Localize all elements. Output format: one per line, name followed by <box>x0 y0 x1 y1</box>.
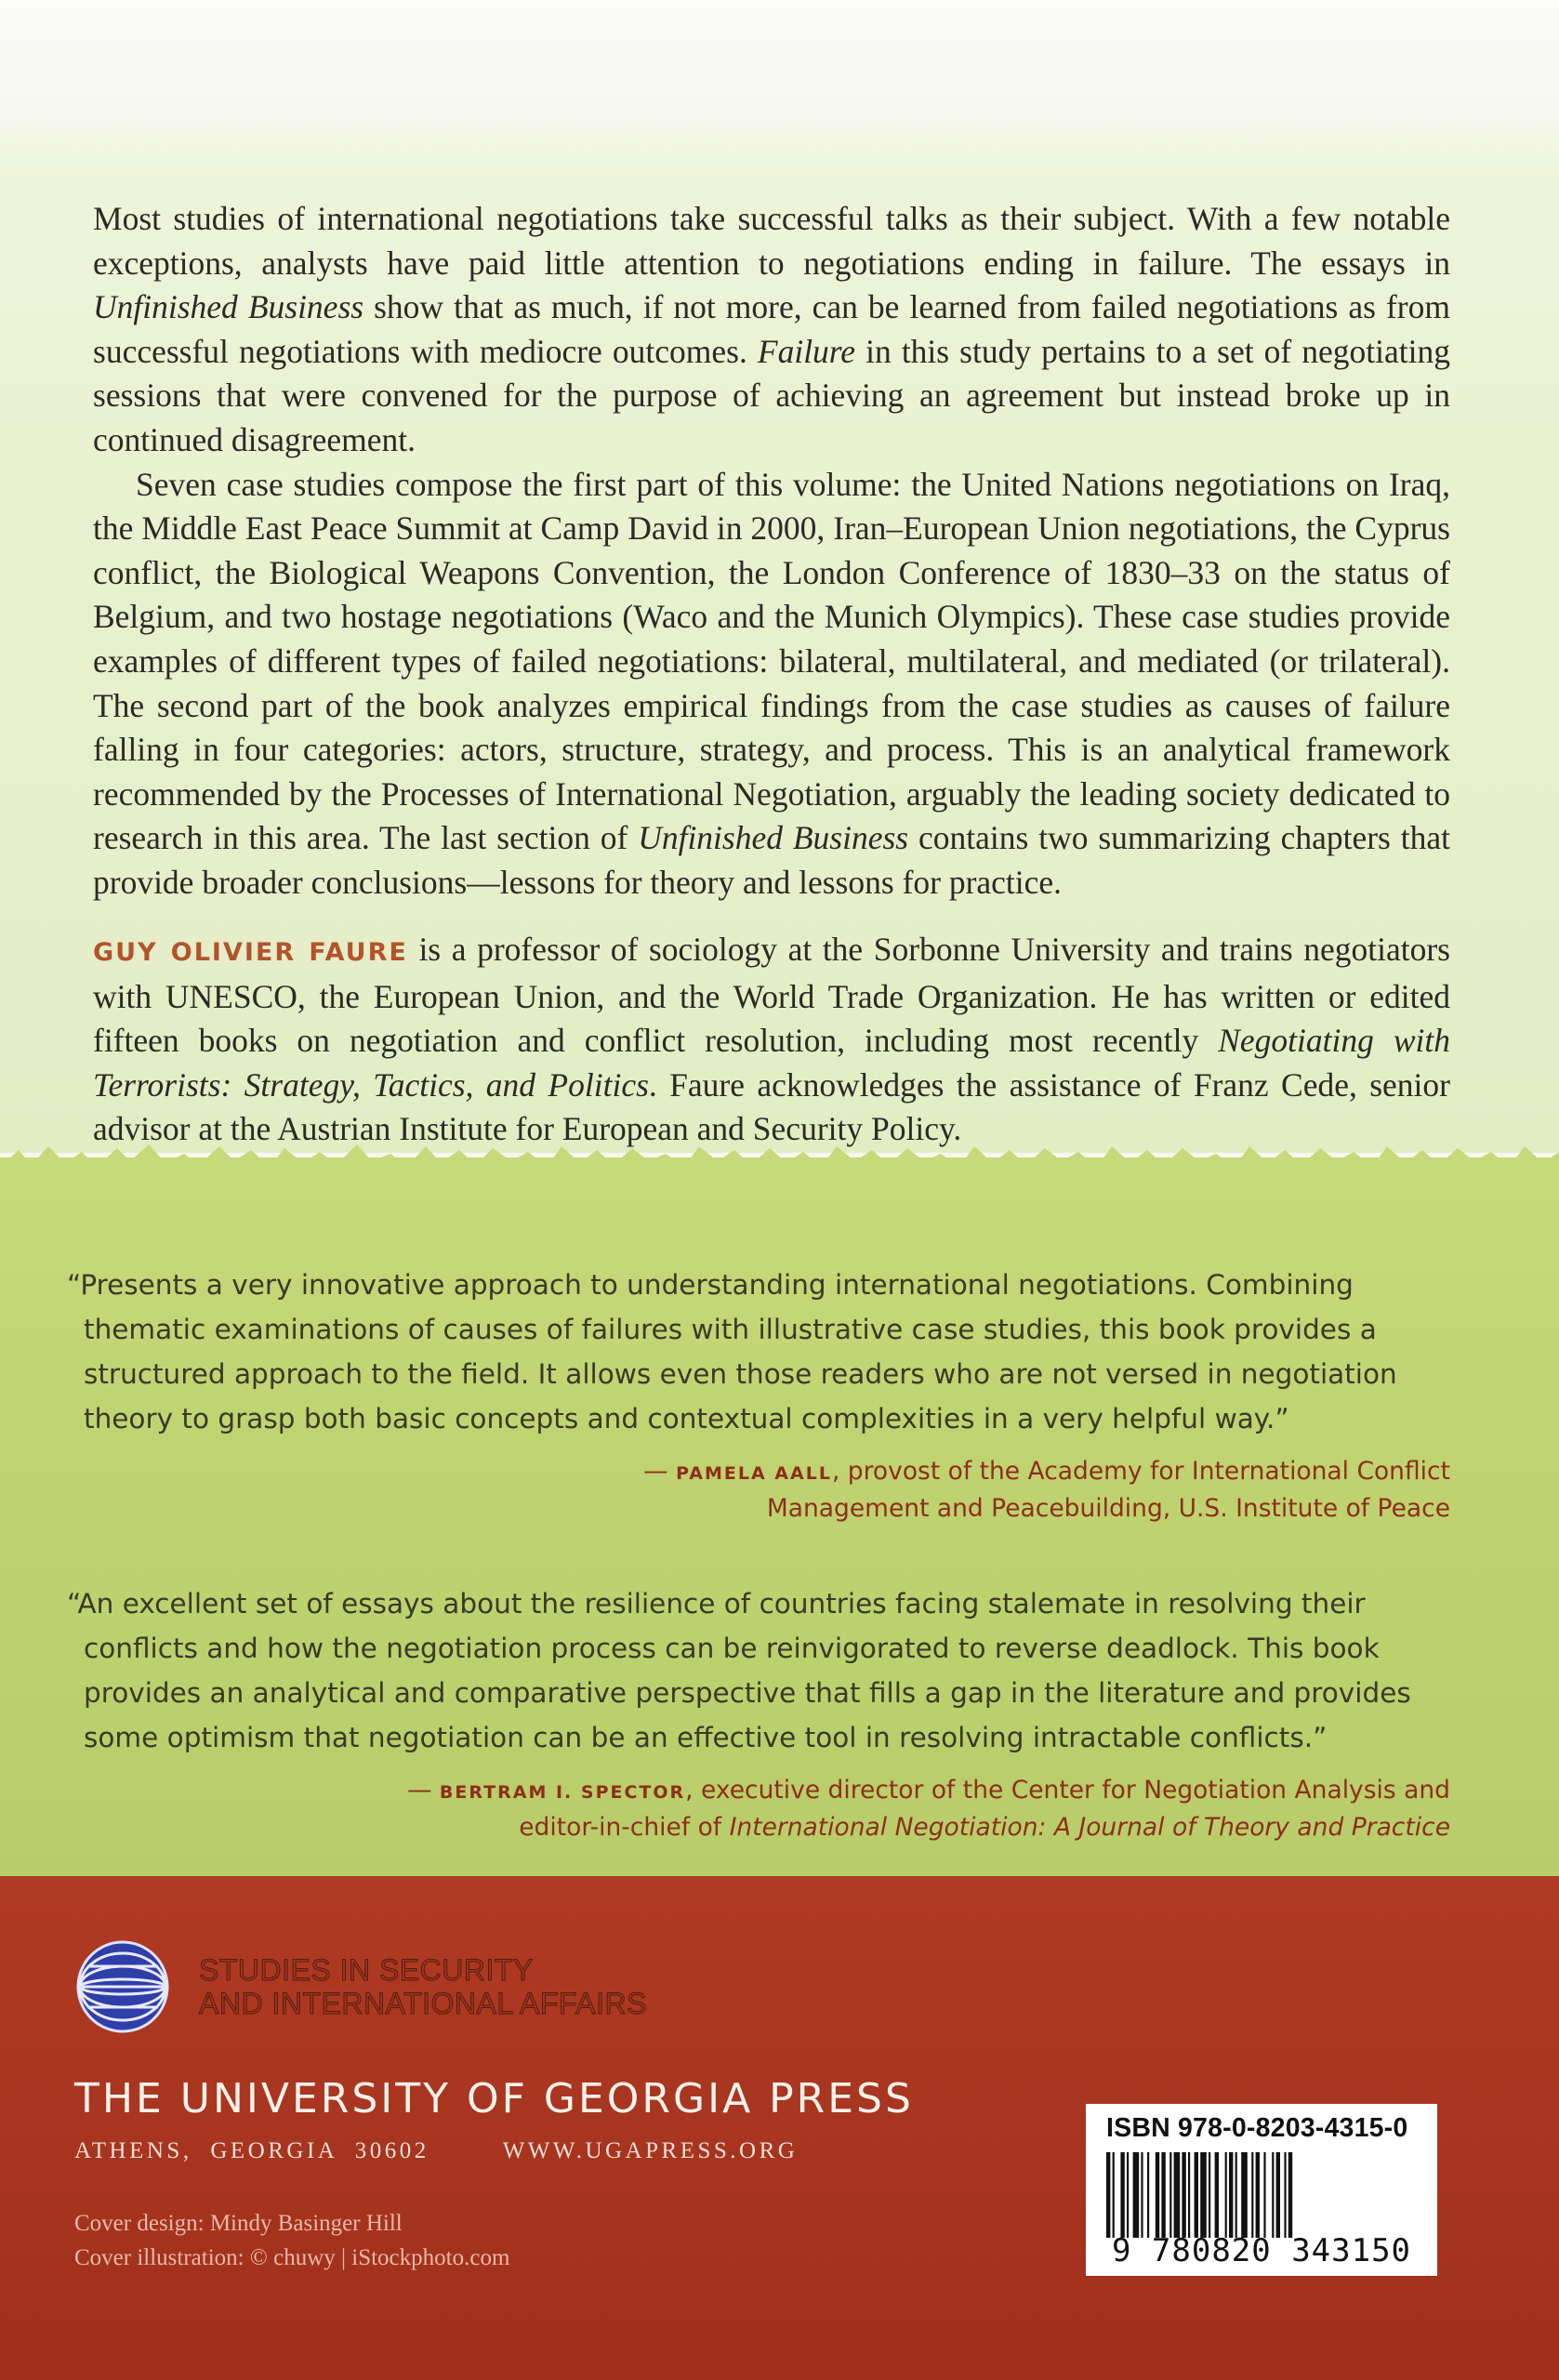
term-italic: Failure <box>757 332 856 370</box>
barcode-graphic <box>1106 2152 1417 2238</box>
barcode-bar <box>1161 2152 1165 2238</box>
endorsement-quote: “An excellent set of essays about the resilience of countries facing stalemate in resolving their conflicts and how the negotiation process can be reinvigorated to reverse deadlock. This book provides an analytical and comparative perspective that fills a gap in the literature and provides some optimism that negotiation can be an effective tool in resolving intractable conflicts.” <box>67 1588 1411 1753</box>
barcode-bar <box>1284 2152 1286 2238</box>
barcode-bar <box>1276 2152 1280 2238</box>
barcode-bar <box>1263 2152 1265 2238</box>
barcode-bar <box>1235 2152 1237 2238</box>
publisher-address: ATHENS, GEORGIA 30602 WWW.UGAPRESS.ORG <box>74 2138 799 2163</box>
author-name: GUY OLIVIER FAURE <box>93 938 408 967</box>
publisher-name: THE UNIVERSITY OF GEORGIA PRESS <box>74 2075 914 2122</box>
barcode-bar <box>1106 2152 1110 2238</box>
endorser-name: PAMELA AALL <box>676 1463 832 1484</box>
author-bio: GUY OLIVIER FAURE is a professor of sociology at the Sorbonne University and trains negotiators with UNESCO, the European Union, and the World Trade Organization. He has written or edited fifteen books on negotiation and conflict resolution, including most recently Negotiating with Terrorists: Strategy, Tactics, and Politics. Faure acknowledges the assistance of Franz Cede, senior advisor at the Austrian Institute for European and Security Policy. <box>93 931 1451 1148</box>
barcode-bar <box>1200 2152 1207 2238</box>
series-name: STUDIES IN SECURITY AND INTERNATIONAL AFFAIRS <box>199 1953 647 2020</box>
endorsement-2 <box>67 1581 1450 1845</box>
description-paragraph-1: Most studies of international negotiations take successful talks as their subject. With a few notable exceptions, analysts have paid little attention to negotiations ending in failure. The essays in Unfinished Business show that as much, if not more, can be learned from failed negotiations as from successful negotiations with mediocre outcomes. Failure in this study pertains to a set of negotiating sessions that were convened for the purpose of achieving an agreement but instead broke up in continued disagreement. <box>93 200 1450 458</box>
barcode-bar <box>1195 2152 1198 2238</box>
barcode-bar <box>1169 2152 1171 2238</box>
journal-title-italic: International Negotiation: A Journal of Theory and Practice <box>729 1813 1450 1842</box>
barcode-bar <box>1229 2152 1233 2238</box>
endorsement-quote: “Presents a very innovative approach to understanding international negotiations. Combining thematic examinations of causes of failures with illustrative case studies, this book provides a structured approach to the field. It allows even those readers who are not versed in negotiation theory to grasp both basic concepts and contextual complexities in a very helpful way.” <box>67 1269 1397 1435</box>
publisher-website: WWW.UGAPRESS.ORG <box>502 2138 799 2163</box>
cover-credits: Cover design: Mindy Basinger Hill Cover illustration: © chuwy | iStockphoto.com <box>74 2211 510 2270</box>
isbn-barcode-box <box>1086 2104 1437 2276</box>
barcode-bar <box>1141 2152 1143 2238</box>
isbn-digits: 9 780820 343150 <box>1111 2232 1412 2269</box>
series-logo-block <box>74 1938 647 2035</box>
barcode-bar <box>1113 2152 1115 2238</box>
barcode-bar <box>1174 2152 1181 2238</box>
barcode-bar <box>1288 2152 1292 2238</box>
book-title-italic: Negotiating with Terrorists: Strategy, Tactics, and Politics <box>93 1022 1451 1104</box>
barcode-bar <box>1215 2152 1219 2238</box>
globe-icon <box>74 1938 171 2035</box>
barcode-bar <box>1225 2152 1227 2238</box>
barcode-bar <box>1147 2152 1149 2238</box>
book-description <box>93 197 1450 906</box>
barcode-bar <box>1241 2152 1248 2238</box>
endorser-name: BERTRAM I. SPECTOR <box>439 1782 686 1803</box>
endorsement-1 <box>67 1263 1450 1527</box>
barcode-bar <box>1127 2152 1129 2238</box>
description-paragraph-2: Seven case studies compose the first part of this volume: the United Nations negotiations on Iraq, the Middle East Peace Summit at Camp David in 2000, Iran–European Union negotiations, the Cyprus conflict, the Biological Weapons Convention, the London Conference of 1830–33 on the status of Belgium, and two hostage negotiations (Waco and the Munich Olympics). These case studies provide examples of different types of failed negotiations: bilateral, multilateral, and mediated (or trilateral). The second part of the book analyzes empirical findings from the case studies as causes of failure falling in four categories: actors, structure, strategy, and process. This is an analytical framework recommended by the Processes of International Negotiation, arguably the leading society dedicated to research in this area. The last section of Unfinished Business contains two summarizing chapters that provide broader conclusions—lessons for theory and lessons for practice. <box>93 465 1450 901</box>
barcode-bar <box>1188 2152 1190 2238</box>
title-italic: Unfinished Business <box>93 288 364 326</box>
title-italic: Unfinished Business <box>638 819 909 857</box>
barcode-bar <box>1209 2152 1210 2238</box>
barcode-bar <box>1133 2152 1140 2238</box>
barcode-bar <box>1272 2152 1274 2238</box>
endorsement-attribution: — BERTRAM I. SPECTOR, executive director of the Center for Negotiation Analysis and editor-in-chief of International Negotiation: A Journal of Theory and Practice <box>406 1776 1450 1842</box>
barcode-bar <box>1251 2152 1253 2238</box>
barcode-bar <box>1156 2152 1159 2238</box>
barcode-bar <box>1120 2152 1124 2238</box>
barcode-bar <box>1182 2152 1185 2238</box>
endorsement-attribution: — PAMELA AALL, provost of the Academy for International Conflict Management and Peacebuilding, U.S. Institute of Peace <box>643 1457 1450 1523</box>
barcode-bar <box>1256 2152 1260 2238</box>
isbn-label: ISBN 978-0-8203-4315-0 <box>1106 2113 1408 2143</box>
